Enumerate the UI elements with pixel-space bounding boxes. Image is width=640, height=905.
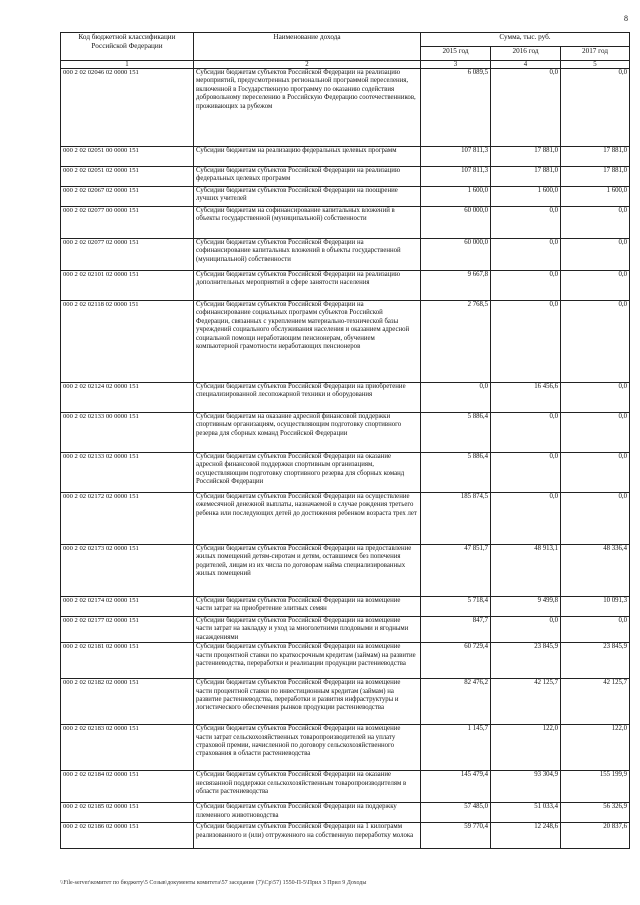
revenue-name: Субсидии бюджетам на софинансирование капитальных вложений в объекты государственной (муниципальной) собственности (194, 207, 421, 239)
amount-2016: 0,0 (491, 69, 561, 147)
amount-2016: 0,0 (491, 239, 561, 271)
revenue-name: Субсидии бюджетам субъектов Российской Федерации на софинансирование социальных программ субъектов Российской Федерации, связанных с укреплением материально-технической базы учреждений социального обслуживания населения и оказанием адресной социальной помощи неработающим пенсионерам, обучением компьютерной грамотности неработающих пенсионеров (194, 301, 421, 383)
table-row (61, 545, 630, 597)
amount-2017: 48 336,4 (561, 545, 630, 597)
amount-2016: 0,0 (491, 207, 561, 239)
classification-code: 000 2 02 02133 02 0000 151 (61, 453, 194, 493)
table-row (61, 167, 630, 187)
table-row (61, 147, 630, 167)
amount-2015: 5 886,4 (421, 413, 491, 453)
revenue-name: Субсидии бюджетам на реализацию федеральных целевых программ (194, 147, 421, 167)
revenue-name: Субсидии бюджетам субъектов Российской Федерации на оказание несвязанной поддержки сельскохозяйственным товаропроизводителям в области растениеводства (194, 771, 421, 803)
column-number-row (61, 61, 630, 69)
revenue-name: Субсидии бюджетам субъектов Российской Федерации на софинансирование капитальных вложений в объекты государственной (муниципальной) собственности (194, 239, 421, 271)
table-row (61, 771, 630, 803)
amount-2017: 0,0 (561, 207, 630, 239)
table-row (61, 725, 630, 771)
amount-2016: 122,0 (491, 725, 561, 771)
amount-2017: 17 881,0 (561, 147, 630, 167)
amount-2015: 185 874,5 (421, 493, 491, 545)
code-column-header: Код бюджетной классификации Российской Федерации (61, 33, 194, 61)
amount-2016: 17 881,0 (491, 147, 561, 167)
table-row (61, 643, 630, 679)
amount-2016: 93 304,9 (491, 771, 561, 803)
page-number: 8 (624, 14, 628, 23)
table-row (61, 617, 630, 643)
name-column-header: Наименование дохода (194, 33, 421, 61)
classification-code: 000 2 02 02184 02 0000 151 (61, 771, 194, 803)
amount-2016: 0,0 (491, 413, 561, 453)
classification-code: 000 2 02 02177 02 0000 151 (61, 617, 194, 643)
amount-2016: 17 881,0 (491, 167, 561, 187)
classification-code: 000 2 02 02051 02 0000 151 (61, 167, 194, 187)
amount-2015: 60 000,0 (421, 239, 491, 271)
amount-2017: 122,0 (561, 725, 630, 771)
revenue-name: Субсидии бюджетам субъектов Российской Федерации на поощрение лучших учителей (194, 187, 421, 207)
revenue-name: Субсидии бюджетам субъектов Российской Федерации на возмещение части процентной ставки по инвестиционным кредитам (займам) на развитие растениеводства, переработки и развития инфраструктуры и логистического обеспечения рынков продукции растениеводства (194, 679, 421, 725)
revenue-name: Субсидии бюджетам субъектов Российской Федерации на возмещение части затрат на закладку и уход за многолетними плодовыми и ягодными насаждениями (194, 617, 421, 643)
table-row (61, 271, 630, 301)
table-row (61, 69, 630, 147)
amount-2016: 1 600,0 (491, 187, 561, 207)
classification-code: 000 2 02 02172 02 0000 151 (61, 493, 194, 545)
amount-2015: 6 089,5 (421, 69, 491, 147)
table-row (61, 413, 630, 453)
amount-2015: 9 667,8 (421, 271, 491, 301)
revenue-name: Субсидии бюджетам субъектов Российской Федерации на осуществление ежемесячной денежной выплаты, назначаемой в случае рождения третьего ребенка или последующих детей до достижения ребенком возраста трех лет (194, 493, 421, 545)
amount-2017: 23 845,9 (561, 643, 630, 679)
amount-2016: 12 248,6 (491, 823, 561, 849)
amount-2017: 0,0 (561, 271, 630, 301)
classification-code: 000 2 02 02046 02 0000 151 (61, 69, 194, 147)
amount-2017: 155 199,9 (561, 771, 630, 803)
file-path-footer: \\File-server\комитет по бюджету\5 Созыв\документы комитета\57 заседание (7)\Ср\57) 1550-П-5\Прил 3 Прил 9 Доходы (60, 880, 367, 886)
sum-group-header: Сумма, тыс. руб. (421, 33, 630, 47)
classification-code: 000 2 02 02118 02 0000 151 (61, 301, 194, 383)
revenue-table (60, 32, 630, 849)
amount-2017: 0,0 (561, 69, 630, 147)
classification-code: 000 2 02 02186 02 0000 151 (61, 823, 194, 849)
amount-2017: 0,0 (561, 617, 630, 643)
year-2016-header: 2016 год (491, 47, 561, 61)
amount-2015: 47 851,7 (421, 545, 491, 597)
amount-2017: 17 881,0 (561, 167, 630, 187)
amount-2017: 0,0 (561, 239, 630, 271)
table-row (61, 187, 630, 207)
amount-2017: 42 125,7 (561, 679, 630, 725)
amount-2015: 59 770,4 (421, 823, 491, 849)
amount-2015: 5 886,4 (421, 453, 491, 493)
classification-code: 000 2 02 02077 00 0000 151 (61, 207, 194, 239)
table-row (61, 823, 630, 849)
revenue-name: Субсидии бюджетам субъектов Российской Федерации на предоставление жилых помещений детям-сиротам и детям, оставшимся без попечения родителей, лицам из их числа по договорам найма специализированных жилых помещений (194, 545, 421, 597)
amount-2017: 0,0 (561, 493, 630, 545)
classification-code: 000 2 02 02174 02 0000 151 (61, 597, 194, 617)
amount-2015: 1 600,0 (421, 187, 491, 207)
amount-2017: 20 837,6 (561, 823, 630, 849)
table-row (61, 803, 630, 823)
amount-2016: 51 033,4 (491, 803, 561, 823)
revenue-name: Субсидии бюджетам субъектов Российской Федерации на реализацию мероприятий, предусмотренных региональной программой переселения, включенной в Государственную программу по оказанию содействия добровольному переселению в Российскую Федерацию соотечественников, проживающих за рубежом (194, 69, 421, 147)
classification-code: 000 2 02 02181 02 0000 151 (61, 643, 194, 679)
table-row (61, 453, 630, 493)
revenue-name: Субсидии бюджетам субъектов Российской Федерации на возмещение части затрат на приобретение элитных семян (194, 597, 421, 617)
revenue-name: Субсидии бюджетам субъектов Российской Федерации на реализацию дополнительных мероприятий в сфере занятости населения (194, 271, 421, 301)
revenue-name: Субсидии бюджетам субъектов Российской Федерации на приобретение специализированной лесопожарной техники и оборудования (194, 383, 421, 413)
table-row (61, 301, 630, 383)
amount-2016: 16 456,6 (491, 383, 561, 413)
column-number: 3 (421, 61, 491, 69)
amount-2017: 0,0 (561, 453, 630, 493)
table-row (61, 679, 630, 725)
revenue-name: Субсидии бюджетам субъектов Российской Федерации на возмещение части затрат сельскохозяйственных товаропроизводителей на уплату страховой премии, начисленной по договору сельскохозяйственного страхования в области растениеводства (194, 725, 421, 771)
classification-code: 000 2 02 02051 00 0000 151 (61, 147, 194, 167)
column-number: 2 (194, 61, 421, 69)
table-row (61, 383, 630, 413)
classification-code: 000 2 02 02067 02 0000 151 (61, 187, 194, 207)
amount-2015: 0,0 (421, 383, 491, 413)
table-row (61, 207, 630, 239)
amount-2015: 60 000,0 (421, 207, 491, 239)
year-2017-header: 2017 год (561, 47, 630, 61)
amount-2016: 0,0 (491, 301, 561, 383)
amount-2017: 0,0 (561, 413, 630, 453)
classification-code: 000 2 02 02101 02 0000 151 (61, 271, 194, 301)
amount-2017: 0,0 (561, 301, 630, 383)
classification-code: 000 2 02 02182 02 0000 151 (61, 679, 194, 725)
revenue-name: Субсидии бюджетам субъектов Российской Федерации на 1 килограмм реализованного и (или) отгруженного на собственную переработку молока (194, 823, 421, 849)
amount-2016: 0,0 (491, 493, 561, 545)
amount-2016: 23 845,9 (491, 643, 561, 679)
classification-code: 000 2 02 02077 02 0000 151 (61, 239, 194, 271)
column-number: 5 (561, 61, 630, 69)
amount-2015: 107 811,3 (421, 147, 491, 167)
classification-code: 000 2 02 02183 02 0000 151 (61, 725, 194, 771)
revenue-name: Субсидии бюджетам субъектов Российской Федерации на возмещение части процентной ставки по краткосрочным кредитам (займам) на развитие растениеводства, переработки и реализации продукции растениеводства (194, 643, 421, 679)
column-number: 4 (491, 61, 561, 69)
classification-code: 000 2 02 02185 02 0000 151 (61, 803, 194, 823)
amount-2016: 48 913,1 (491, 545, 561, 597)
year-2015-header: 2015 год (421, 47, 491, 61)
revenue-name: Субсидии бюджетам субъектов Российской Федерации на оказание адресной финансовой поддержки спортивным организациям, осуществляющим подготовку спортивного резерва для сборных команд Российской Федерации (194, 453, 421, 493)
amount-2016: 0,0 (491, 271, 561, 301)
revenue-name: Субсидии бюджетам субъектов Российской Федерации на поддержку племенного животноводства (194, 803, 421, 823)
amount-2015: 145 479,4 (421, 771, 491, 803)
amount-2017: 10 091,3 (561, 597, 630, 617)
classification-code: 000 2 02 02124 02 0000 151 (61, 383, 194, 413)
amount-2017: 0,0 (561, 383, 630, 413)
revenue-name: Субсидии бюджетам на оказание адресной финансовой поддержки спортивным организациям, осуществляющим подготовку спортивного резерва для сборных команд Российской Федерации (194, 413, 421, 453)
amount-2017: 56 326,9 (561, 803, 630, 823)
amount-2015: 847,7 (421, 617, 491, 643)
amount-2015: 107 811,3 (421, 167, 491, 187)
amount-2015: 57 485,0 (421, 803, 491, 823)
amount-2015: 60 729,4 (421, 643, 491, 679)
amount-2017: 1 600,0 (561, 187, 630, 207)
revenue-name: Субсидии бюджетам субъектов Российской Федерации на реализацию федеральных целевых программ (194, 167, 421, 187)
amount-2015: 2 768,5 (421, 301, 491, 383)
amount-2015: 1 145,7 (421, 725, 491, 771)
table-row (61, 597, 630, 617)
classification-code: 000 2 02 02133 00 0000 151 (61, 413, 194, 453)
amount-2016: 42 125,7 (491, 679, 561, 725)
amount-2016: 0,0 (491, 617, 561, 643)
amount-2015: 5 718,4 (421, 597, 491, 617)
classification-code: 000 2 02 02173 02 0000 151 (61, 545, 194, 597)
amount-2015: 82 476,2 (421, 679, 491, 725)
column-number: 1 (61, 61, 194, 69)
amount-2016: 9 499,8 (491, 597, 561, 617)
table-row (61, 493, 630, 545)
amount-2016: 0,0 (491, 453, 561, 493)
table-row (61, 239, 630, 271)
